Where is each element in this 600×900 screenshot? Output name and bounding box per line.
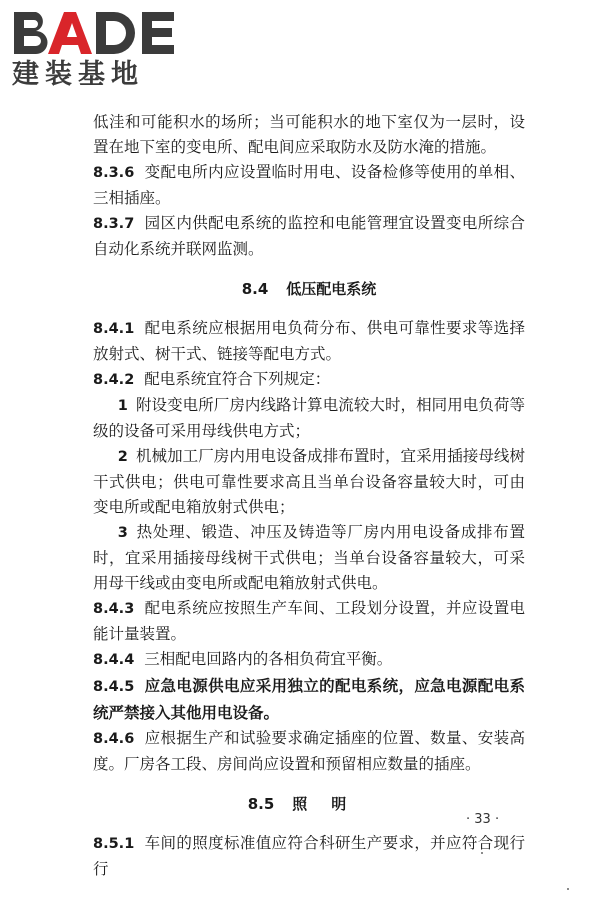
clause-number: 8.4.3 bbox=[93, 601, 135, 617]
logo-wordmark-graphic bbox=[10, 6, 178, 58]
clause-text: 配电系统应根据用电负荷分布、供电可靠性要求等选择放射式、树干式、链接等配电方式。 bbox=[93, 319, 525, 363]
item-number: 2 bbox=[117, 449, 128, 465]
scan-speck bbox=[567, 888, 569, 890]
clause-text: 车间的照度标准值应符合科研生产要求，并应符合现行行 bbox=[93, 834, 525, 878]
item-number: 3 bbox=[117, 525, 128, 541]
clause-number: 8.3.7 bbox=[93, 216, 135, 232]
section-heading-8-5 bbox=[93, 793, 525, 815]
logo-subtitle: 建装基地 bbox=[12, 59, 144, 90]
bade-logo bbox=[10, 6, 180, 96]
item-text: 机械加工厂房内用电设备成排布置时，宜采用插接母线树干式供电；供电可靠性要求高且当单台设备容量较大时，可由变电所或配电箱放射式供电； bbox=[93, 447, 525, 516]
logo-wordmark bbox=[10, 6, 180, 58]
section-title: 低压配电系统 bbox=[286, 280, 377, 298]
item-text: 热处理、锻造、冲压及铸造等厂房内用电设备成排布置时，宜采用插接母线树干式供电；当单台设备容量较大，可采用母干线或由变电所或配电箱放射式供电。 bbox=[93, 523, 525, 592]
clause-8-3-7 bbox=[93, 211, 525, 262]
page-number: · 33 · bbox=[466, 812, 500, 827]
clause-8-4-5 bbox=[93, 673, 525, 726]
scan-speck bbox=[481, 852, 483, 854]
list-item-2 bbox=[93, 444, 525, 520]
item-text: 附设变电所厂房内线路计算电流较大时，相同用电负荷等级的设备可采用母线供电方式； bbox=[93, 396, 525, 440]
clause-number: 8.4.1 bbox=[93, 321, 135, 337]
clause-text: 配电系统宜符合下列规定： bbox=[144, 370, 331, 388]
paragraph-continuation bbox=[93, 110, 525, 160]
clause-number: 8.5.1 bbox=[93, 836, 135, 852]
clause-8-4-6 bbox=[93, 726, 525, 777]
clause-text: 变配电所内应设置临时用电、设备检修等使用的单相、三相插座。 bbox=[93, 163, 525, 207]
paragraph-text: 低洼和可能积水的场所；当可能积水的地下室仅为一层时，设置在地下室的变电所、配电间应采取防水及防水淹的措施。 bbox=[93, 113, 525, 156]
list-item-1 bbox=[93, 393, 525, 444]
document-body bbox=[93, 110, 525, 882]
clause-text: 配电系统应按照生产车间、工段划分设置，并应设置电能计量装置。 bbox=[93, 599, 525, 643]
clause-8-5-1 bbox=[93, 831, 525, 882]
item-number: 1 bbox=[117, 398, 128, 414]
clause-number: 8.4.6 bbox=[93, 731, 135, 747]
clause-8-4-1 bbox=[93, 316, 525, 367]
list-item-3 bbox=[93, 520, 525, 596]
clause-number: 8.4.2 bbox=[93, 372, 135, 388]
clause-8-4-3 bbox=[93, 596, 525, 647]
section-number: 8.5 bbox=[247, 795, 275, 813]
clause-text: 三相配电回路内的各相负荷宜平衡。 bbox=[144, 650, 393, 668]
section-title: 照明 bbox=[292, 795, 371, 813]
section-number: 8.4 bbox=[241, 280, 269, 298]
clause-8-4-4 bbox=[93, 647, 525, 673]
clause-number: 8.4.4 bbox=[93, 652, 135, 668]
clause-text: 应根据生产和试验要求确定插座的位置、数量、安装高度。厂房各工段、房间尚应设置和预留相应数量的插座。 bbox=[93, 729, 525, 773]
clause-8-3-6 bbox=[93, 160, 525, 211]
clause-text: 园区内供配电系统的监控和电能管理宜设置变电所综合自动化系统并联网监测。 bbox=[93, 214, 525, 258]
section-heading-8-4 bbox=[93, 278, 525, 300]
clause-number: 8.3.6 bbox=[93, 165, 135, 181]
clause-8-4-2 bbox=[93, 367, 525, 393]
clause-text-mandatory: 应急电源供电应采用独立的配电系统，应急电源配电系统严禁接入其他用电设备。 bbox=[93, 676, 525, 722]
clause-number: 8.4.5 bbox=[93, 679, 135, 695]
